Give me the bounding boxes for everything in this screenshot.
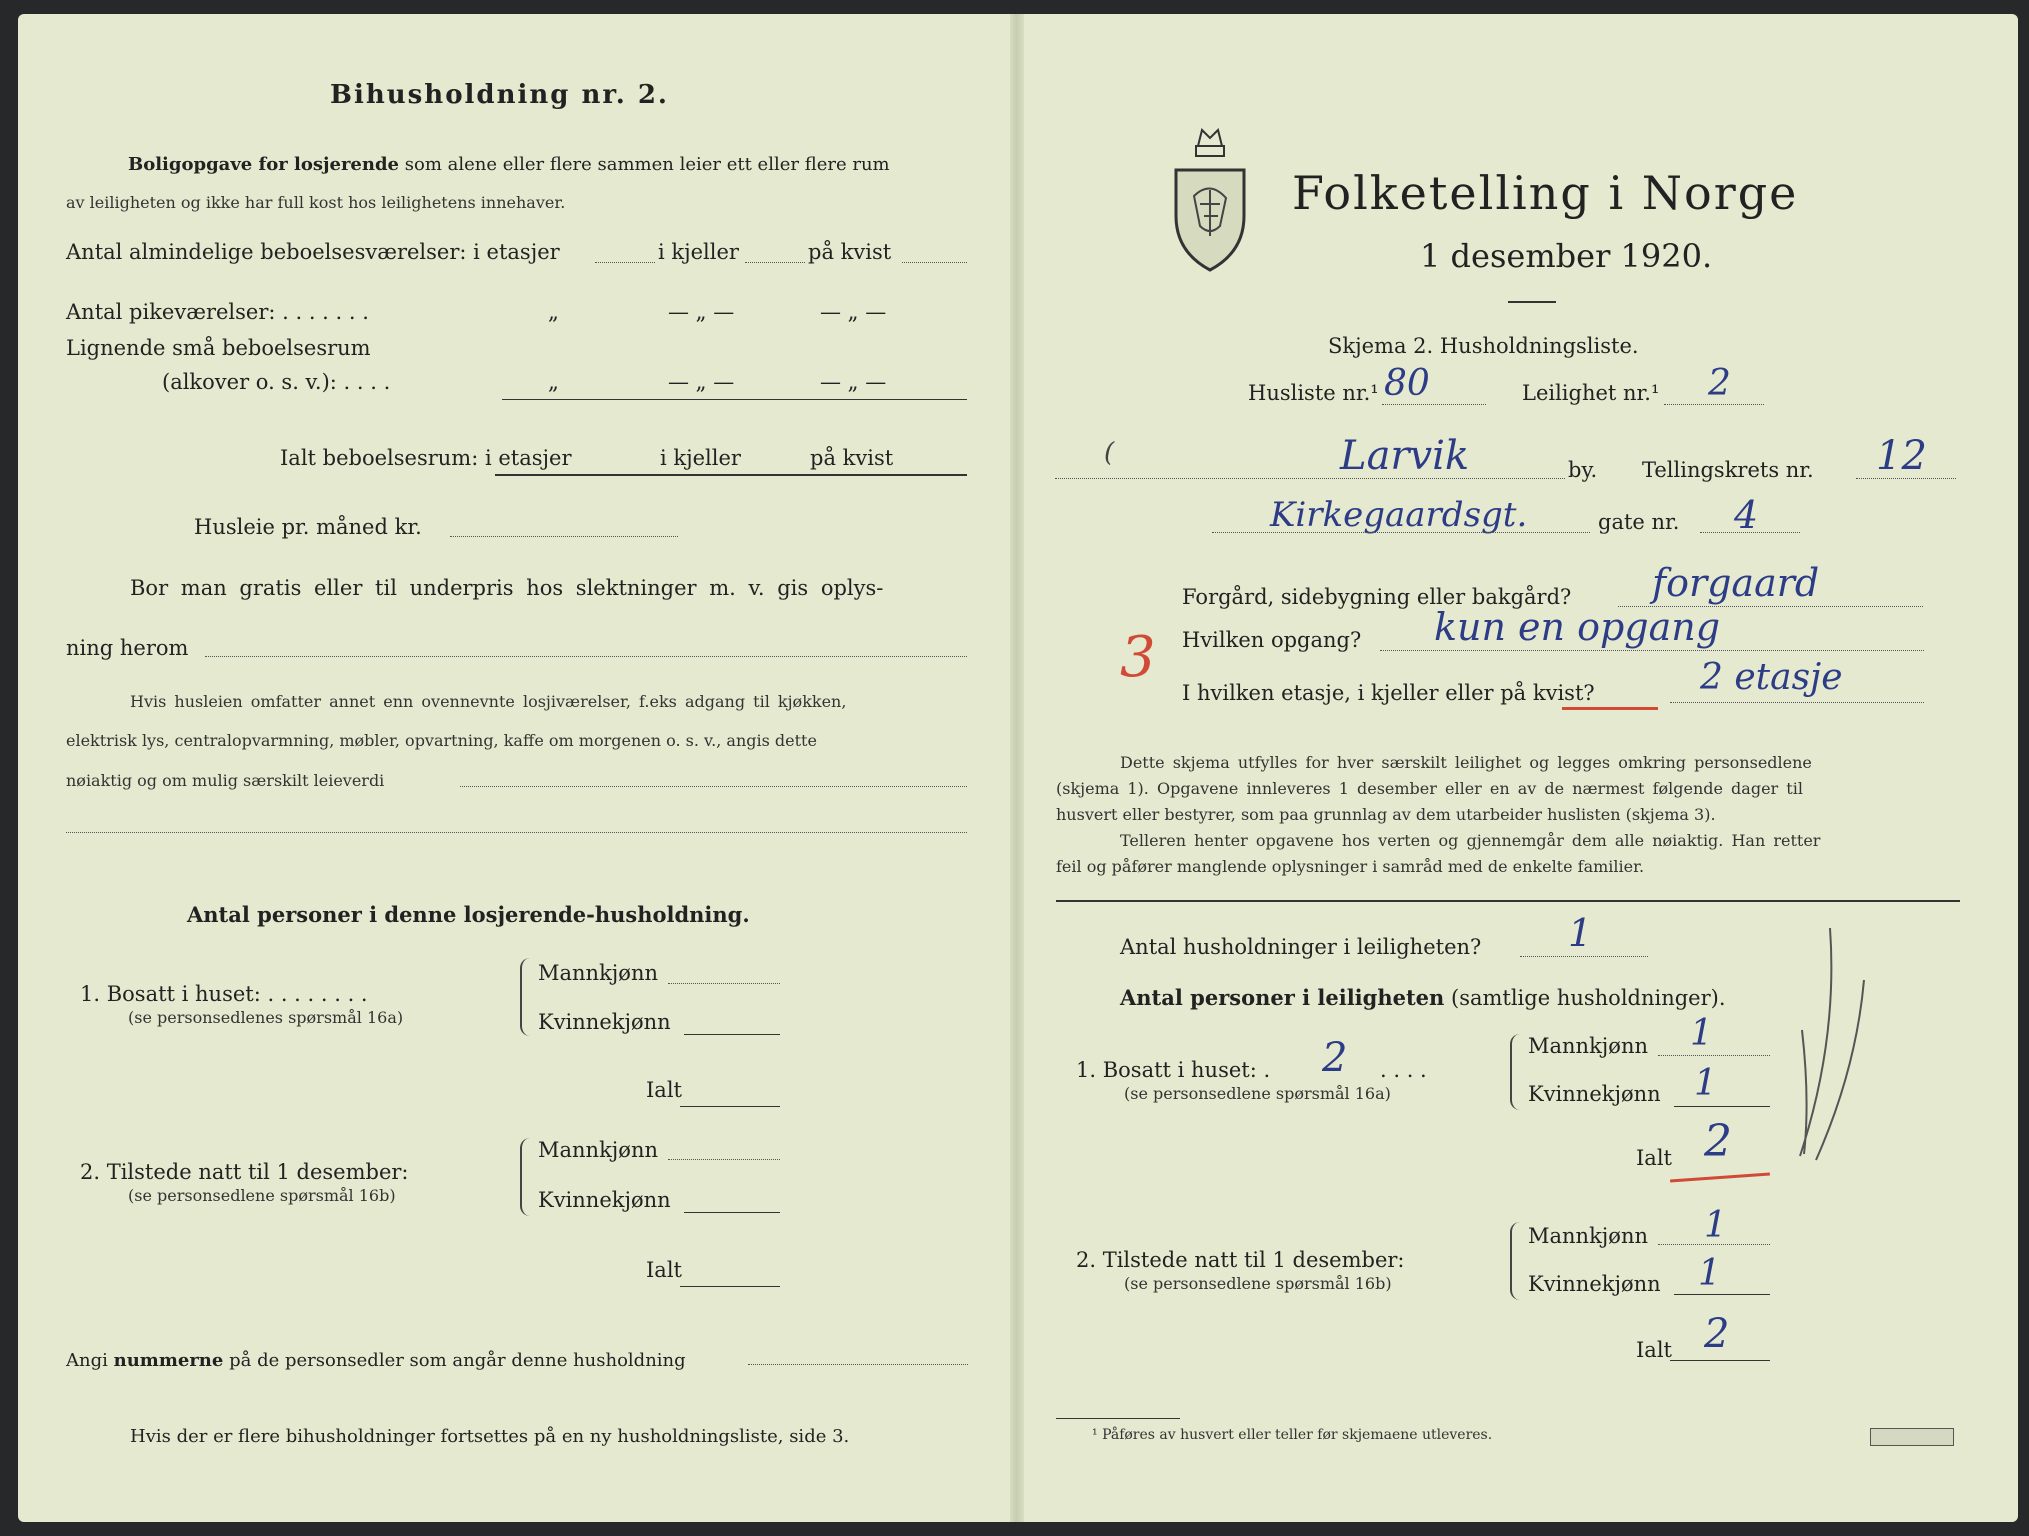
info-line-2: (skjema 1). Opgavene innleveres 1 desember eller en av de nærmest følgende dager til — [1056, 779, 1803, 798]
q1-sub: (se personsedlenes spørsmål 16a) — [128, 1008, 404, 1027]
fill-line — [1055, 478, 1565, 479]
kvinne-label: Kvinnekjønn — [538, 1010, 671, 1034]
antal-hush-label: Antal husholdninger i leiligheten? — [1120, 935, 1482, 959]
q2-label: 2. Tilstede natt til 1 desember: — [80, 1160, 409, 1184]
by-value: Larvik — [1340, 433, 1470, 479]
ialt-label: Ialt — [1636, 1338, 1672, 1362]
lignende-label-2: (alkover o. s. v.): . . . . — [162, 370, 391, 394]
ditto-mark: „ — [548, 370, 559, 394]
bor-line-1: Bor man gratis eller til underpris hos slektninger m. v. gis oplys- — [130, 576, 884, 600]
left-footer: Hvis der er flere bihusholdninger fortsettes på en ny husholdningsliste, side 3. — [130, 1426, 850, 1447]
q1-label: 1. Bosatt i huset: . — [1076, 1058, 1271, 1082]
skjema-label: Skjema 2. Husholdningsliste. — [1328, 334, 1639, 358]
fill-line — [1520, 956, 1648, 957]
q2-kvinne-value: 1 — [1698, 1253, 1721, 1294]
q1-sub: (se personsedlene spørsmål 16a) — [1124, 1084, 1391, 1103]
bor-line-2: ning herom — [66, 636, 189, 660]
antal-pers-rest: (samtlige husholdninger). — [1451, 986, 1726, 1010]
rule — [680, 1106, 780, 1107]
angi-rest: på de personsedler som angår denne husholdning — [229, 1350, 686, 1371]
antal-hush-value: 1 — [1568, 911, 1593, 955]
opgang-label: Hvilken opgang? — [1182, 628, 1362, 652]
info-line-3: husvert eller bestyrer, som paa grunnlag av dem utarbeider huslisten (skjema 3). — [1056, 805, 1716, 824]
footnote-rule — [1056, 1418, 1180, 1419]
angi-pre: Angi — [66, 1350, 108, 1371]
fill-line — [1382, 404, 1486, 405]
hvis-line-1: Hvis husleien omfatter annet enn ovennevnte losjiværelser, f.eks adgang til kjøkken, — [130, 692, 847, 711]
hvis-line-2: elektrisk lys, centralopvarmning, møbler, opvartning, kaffe om morgenen o. s. v., angis dette — [66, 731, 817, 750]
fill-line — [668, 1159, 780, 1160]
q2-label: 2. Tilstede natt til 1 desember: — [1076, 1248, 1405, 1272]
info-line-4: Telleren henter opgavene hos verten og gjennemgår dem alle nøiaktig. Han retter — [1120, 831, 1821, 850]
q1-ialt-value: 2 — [1704, 1116, 1732, 1167]
coat-of-arms-icon — [1170, 126, 1250, 272]
ditto-dash: — „ — — [668, 300, 735, 324]
red-mark: 3 — [1120, 625, 1156, 690]
ditto-dash: — „ — — [820, 300, 887, 324]
forgaard-label: Forgård, sidebygning eller bakgård? — [1182, 585, 1572, 609]
q1-dots: . . . . — [1380, 1058, 1427, 1082]
fill-line — [902, 262, 967, 263]
ialt-label: Ialt — [646, 1258, 682, 1282]
brace — [1510, 1034, 1520, 1110]
q1-kvinne-value: 1 — [1694, 1063, 1717, 1104]
gate-nr-value: 4 — [1734, 493, 1759, 537]
fill-line — [450, 536, 678, 537]
form-title: Folketelling i Norge — [1292, 166, 1799, 220]
antal-alm-label: Antal almindelige beboelsesværelser: i etasjer — [66, 240, 560, 264]
ialt-rum-label: Ialt beboelsesrum: i etasjer — [280, 446, 572, 470]
ditto-mark: „ — [548, 300, 559, 324]
q1-handwritten: 2 — [1322, 1035, 1348, 1081]
leilighet-value: 2 — [1708, 363, 1731, 404]
tellingskrets-value: 12 — [1876, 433, 1927, 479]
fill-line — [66, 832, 967, 833]
rule — [495, 474, 967, 476]
left-title: Bihusholdning nr. 2. — [330, 80, 669, 110]
fill-line — [1700, 532, 1800, 533]
intro-line-2: av leiligheten og ikke har full kost hos leilighetens innehaver. — [66, 193, 566, 212]
q2-mann-value: 1 — [1704, 1205, 1727, 1246]
rule — [1670, 1360, 1770, 1361]
leilighet-label: Leilighet nr.¹ — [1522, 381, 1660, 405]
etasje-value: 2 etasje — [1700, 657, 1843, 698]
mann-label: Mannkjønn — [1528, 1034, 1649, 1058]
antal-pers-bold: Antal personer i leiligheten — [1120, 985, 1445, 1010]
brace — [520, 1138, 530, 1216]
i-kjeller-label: i kjeller — [660, 446, 741, 470]
tellingskrets-label: Tellingskrets nr. — [1642, 458, 1814, 482]
opgang-value: kun en opgang — [1434, 605, 1721, 649]
ialt-label: Ialt — [646, 1078, 682, 1102]
fill-line — [1658, 1055, 1770, 1056]
rule — [684, 1034, 780, 1035]
fill-line — [1658, 1244, 1770, 1245]
intro-bold: Boligopgave for losjerende — [128, 154, 400, 175]
ditto-dash: — „ — — [820, 370, 887, 394]
by-label: by. — [1568, 458, 1598, 482]
kvinne-label: Kvinnekjønn — [1528, 1272, 1661, 1296]
form-date: 1 desember 1920. — [1420, 237, 1713, 275]
mann-label: Mannkjønn — [538, 961, 659, 985]
rule — [684, 1212, 780, 1213]
rule — [680, 1286, 780, 1287]
info-line-1: Dette skjema utfylles for hver særskilt leilighet og legges omkring personsedlene — [1120, 753, 1812, 772]
fill-line — [1664, 404, 1764, 405]
antal-personer-heading: Antal personer i denne losjerende-husholdning. — [187, 902, 750, 927]
kvinne-label: Kvinnekjønn — [538, 1188, 671, 1212]
section-rule — [1056, 900, 1960, 902]
fill-line — [1380, 650, 1924, 651]
fill-line — [1670, 702, 1924, 703]
title-rule — [1508, 301, 1556, 303]
gate-value: Kirkegaardsgt. — [1270, 495, 1528, 535]
brace — [520, 958, 530, 1036]
q2-ialt-value: 2 — [1704, 1311, 1730, 1357]
fill-line — [745, 262, 805, 263]
pencil-mark: ( — [1104, 438, 1115, 468]
footnote: ¹ Påføres av husvert eller teller før skjemaene utleveres. — [1092, 1427, 1493, 1443]
etasje-label: I hvilken etasje, i kjeller eller på kvist? — [1182, 681, 1595, 705]
q1-mann-value: 1 — [1690, 1013, 1713, 1054]
paa-kvist-label: på kvist — [810, 446, 894, 470]
q2-sub: (se personsedlene spørsmål 16b) — [128, 1186, 396, 1205]
q2-sub: (se personsedlene spørsmål 16b) — [1124, 1274, 1392, 1293]
ditto-dash: — „ — — [668, 370, 735, 394]
intro-line-1 — [128, 156, 890, 174]
check-mark-icon — [1790, 920, 1870, 1170]
i-kjeller-label: i kjeller — [658, 240, 739, 264]
antal-pers-heading — [1120, 987, 1726, 1009]
hvis-line-3: nøiaktig og om mulig særskilt leieverdi — [66, 771, 385, 790]
kvinne-label: Kvinnekjønn — [1528, 1082, 1661, 1106]
center-fold — [1010, 14, 1024, 1522]
q1-label: 1. Bosatt i huset: . . . . . . . . — [80, 982, 368, 1006]
ialt-label: Ialt — [1636, 1146, 1672, 1170]
angi-bold: nummerne — [113, 1350, 224, 1371]
red-underline — [1562, 707, 1658, 710]
fill-line — [1856, 478, 1956, 479]
fill-line — [460, 786, 967, 787]
rule — [1674, 1106, 1770, 1107]
fill-line — [205, 656, 967, 657]
rule — [502, 399, 967, 400]
paa-kvist-label: på kvist — [808, 240, 892, 264]
fill-line — [595, 262, 655, 263]
husliste-label: Husliste nr.¹ — [1248, 381, 1379, 405]
fill-line — [668, 983, 780, 984]
angi-line — [66, 1352, 686, 1370]
brace — [1510, 1222, 1520, 1300]
gate-label: gate nr. — [1598, 510, 1680, 534]
mann-label: Mannkjønn — [1528, 1224, 1649, 1248]
forgaard-value: forgaard — [1652, 561, 1820, 605]
printer-stamp — [1870, 1428, 1954, 1446]
husleie-label: Husleie pr. måned kr. — [194, 515, 422, 539]
intro-rest: som alene eller flere sammen leier ett eller flere rum — [404, 154, 890, 175]
info-line-5: feil og påfører manglende oplysninger i samråd med de enkelte familier. — [1056, 857, 1645, 876]
lignende-label-1: Lignende små beboelsesrum — [66, 336, 371, 360]
rule — [1674, 1294, 1770, 1295]
mann-label: Mannkjønn — [538, 1138, 659, 1162]
fill-line — [748, 1364, 968, 1365]
husliste-value: 80 — [1384, 363, 1430, 404]
fill-line — [1212, 532, 1590, 533]
pikevaer-label: Antal pikeværelser: . . . . . . . — [66, 300, 369, 324]
